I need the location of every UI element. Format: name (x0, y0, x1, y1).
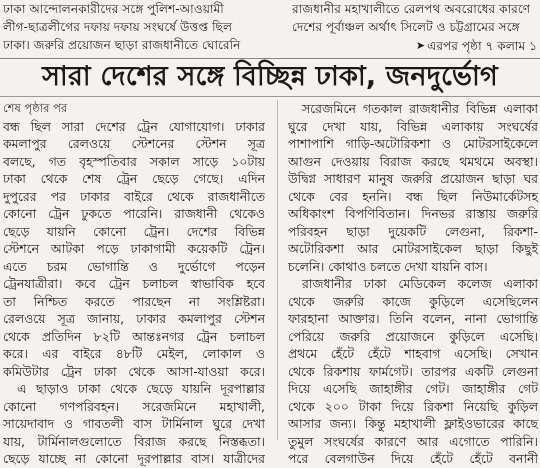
body-text-line: আসার জন্য। কিন্তু মহাখালী ফ্লাইওভারের কাছে (288, 416, 538, 431)
body-text-line: আগুন দেওয়ায় বিরাজ করছে থমথমে অবস্থা। (288, 153, 538, 169)
body-text-line: পরিবহন ছাড়া দুয়েকটি লেগুনা, রিকশা- (288, 223, 538, 239)
body-text-line: এ ছাড়াও ঢাকা থেকে ছেড়ে যায়নি দূরপাল্লার (17, 381, 265, 396)
body-text-line: কমলাপুর রেলওয়ে স্টেশনের স্টেশন সূত্র (3, 136, 265, 151)
body-text-line: এতে চরম ভোগান্তি ও দুর্ভোগে পড়েন (3, 258, 265, 274)
text-line: লীগ-ছাত্রলীগের দফায় দফায় সংঘর্ষে উত্তপ্ত ছিল (3, 20, 233, 34)
body-text-line: থেকে জরুরি কাজে কুড়িলে এসেছিলেন (288, 293, 538, 309)
article-left-column (3, 100, 265, 468)
body-text-line: রেলওয়ে সূত্র জানায়, ঢাকার কমলাপুর স্টেশন (3, 311, 265, 326)
body-text-line: থেকে রিকশায় ফার্মগেট। তারপর একটি লেগুনা (288, 363, 538, 379)
body-text-line: কোনো ট্রেন ঢুকতে পারেনি। রাজধানী থেকেও (3, 206, 265, 221)
body-text-line: সায়েদাবাদ ও গাবতলী বাস টার্মিনাল ঘুরে দেখা (3, 416, 265, 431)
body-text-line: সরেজমিনে গতকাল রাজধানীর বিভিন্ন এলাকা (302, 101, 538, 116)
body-text-line: তুমুল সংঘর্ষের কারণে আর এগোতে পারিনি। (288, 433, 538, 449)
body-text-line: কমিউটার ট্রেন ঢাকা থেকে আসা-যাওয়া করে। (3, 363, 265, 379)
continuation-line (292, 36, 537, 54)
body-text-line: অধিকাংশ বিপণিবিতান। দিনভর রাস্তায় জরুরি (288, 206, 538, 221)
body-text-line: দুপুরের পর ঢাকার বাইরে থেকে রাজধানীতে (3, 188, 265, 204)
body-text-line: অটোরিকশা আর মোটরসাইকেল ছাড়া কিছুই (288, 241, 538, 256)
text-line: রাজধানীর মহাখালীতে রেলপথ অবরোধের কারণে (292, 2, 531, 16)
headline-divider (0, 96, 540, 97)
body-text-line: পেরিয়ে জরুরি প্রয়োজনে কুড়িলে এসেছি। (288, 328, 538, 344)
top-divider (0, 58, 540, 59)
text-line: ঢাকা আন্দোলনকারীদের সঙ্গে পুলিশ-আওয়ামী (3, 2, 224, 16)
body-text-line: রাজধানীর ঢাকা মেডিকেল কলেজ এলাকা (302, 276, 538, 291)
body-text-line: পাশাপাশি গাড়ি-অটোরিকশা ও মোটরসাইকেলে (288, 136, 538, 151)
body-text-line: ছেড়ে যাচ্ছে না কোনো দূরপাল্লার বাস। যাত্রীদের (3, 451, 265, 466)
body-text-line: বলছে, গত বৃহস্পতিবার সকাল সাড়ে ১০টায় (3, 153, 265, 169)
article-right-column (288, 100, 538, 468)
previous-article-right-column (292, 0, 537, 54)
text-line: ঢাকা। জরুরি প্রয়োজন ছাড়া রাজধানীতে ঘোরেনি (3, 38, 241, 52)
body-text-line: ঘুরে দেখা যায়, বিভিন্ন এলাকায় সংঘর্ষের (288, 118, 538, 134)
body-text-line: যায়, টার্মিনালগুলোতে বিরাজ করছে নিস্তব্ধতা। (3, 433, 265, 449)
body-text-line: ছেড়ে যায়নি কোনো ট্রেন। দেশের বিভিন্ন (3, 223, 265, 239)
headline: সারা দেশের সঙ্গে বিচ্ছিন্ন ঢাকা, জনদুর্ভোগ (42, 61, 498, 92)
body-text-line: থেকে প্রতিদিন ৮২টি আন্তঃনগর ট্রেন চলাচল (3, 328, 265, 344)
column-divider (277, 100, 278, 440)
continuation-text: এরপর পৃষ্ঠা ৭ কলাম ১ (427, 39, 537, 53)
continue-arrow-icon: ➤ (415, 39, 426, 52)
body-text-line: ট্রেনযাত্রীরা। কবে ট্রেন চলাচল স্বাভাবিক হবে (3, 276, 265, 291)
body-text-line: উদ্বিগ্ন সাধারণ মানুষ জরুরি প্রয়োজন ছাড়া ঘর (288, 171, 538, 186)
continuation-marker (416, 37, 537, 54)
body-text-line: তা নিশ্চিত করতে পারছেন না সংশ্লিষ্টরা। (3, 293, 265, 309)
body-text-line: ঢাকা থেকে শেষ ট্রেন ছেড়ে গেছে। এদিন (3, 171, 265, 186)
body-text-line: ফারহানা আক্তার। তিনি বলেন, নানা ভোগান্তি (288, 311, 538, 326)
body-text-line: দিয়ে এসেছি জাহাঙ্গীর গেট। জাহাঙ্গীর গেট (288, 381, 538, 396)
body-text-line: চলেনি। কোথাও চলতে দেখা যায়নি বাস। (288, 258, 488, 274)
body-text-line: থেকে ২০০ টাকা দিয়ে রিকশা নিয়েছি কুড়িল (288, 398, 538, 414)
body-text-line: স্টেশনে আটকা পড়ে ঢাকাগামী কয়েকটি ট্রেন। (3, 241, 265, 256)
body-text-line: কোনো গণপরিবহন। সরেজমিনে মহাখালী, (3, 398, 265, 414)
previous-article-left-column (3, 0, 265, 54)
body-text-line: প্রথমে হেঁটে হেঁটে শাহবাগ এসেছি। সেখান (288, 346, 538, 361)
body-text-line: থেকে বের হননি। বন্ধ ছিল নিউমার্কেটসহ (288, 188, 538, 204)
body-text-line: করে। এর বাইরে ৪৮টি মেইল, লোকাল ও (3, 346, 265, 361)
text-line: দেশের পূর্বাঞ্চল অর্থাৎ সিলেট ও চট্টগ্রামের সঙ্গে (292, 20, 520, 34)
body-text-line: পরে বেলগাউন দিয়ে হেঁটে হেঁটে বনানী (288, 451, 538, 466)
body-text-line: বন্ধ ছিল সারা দেশের ট্রেন যোগাযোগ। ঢাকার (3, 118, 265, 134)
previous-article-strip (0, 0, 540, 58)
dateline: শেষ পৃষ্ঠার পর (3, 101, 68, 115)
